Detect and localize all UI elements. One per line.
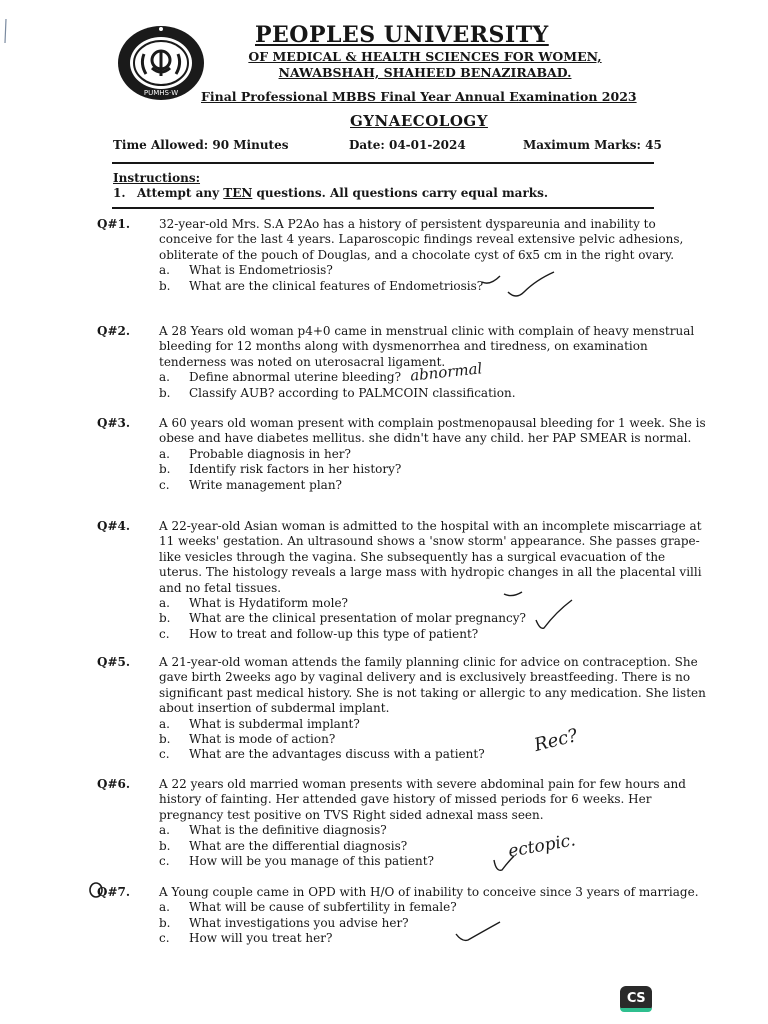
question-stem: A 22-year-old Asian woman is admitted to the hospital with an incomplete miscarriage at 11 weeks' gestation. An ultrasound shows a 'snow storm' appearance. She passes grape-like vesicles through the vagina. She subsequently has a surgical evacuation of the uterus. The histology reveals a large mass with hydropic changes in all the placental villi and no fetal tissues. xyxy=(159,519,702,595)
question-body xyxy=(159,655,711,763)
question-part xyxy=(159,263,711,278)
part-text: Classify AUB? according to PALMCOIN classification. xyxy=(189,385,516,400)
question-parts xyxy=(159,596,711,642)
margin-pencil-mark xyxy=(3,18,9,44)
question-part xyxy=(159,462,711,477)
part-letter: b. xyxy=(159,611,171,626)
instruction-item xyxy=(113,186,548,200)
part-letter: a. xyxy=(159,446,170,461)
part-letter: b. xyxy=(159,838,171,853)
instructions-divider xyxy=(112,207,654,209)
instruction-number: 1. xyxy=(113,186,126,200)
question-stem: 32-year-old Mrs. S.A P2Ao has a history of persistent dyspareunia and inability to conceive for the last 4 years. Laparoscopic findings reveal extensive pelvic adhesions, obliterate of the pouch of Douglas, and a chocolate cyst of 6x5 cm in the right ovary. xyxy=(159,217,684,262)
question-body xyxy=(159,519,711,642)
subtitle-line-2: NAWABSHAH, SHAHEED BENAZIRABAD. xyxy=(278,65,572,80)
question-stem: A Young couple came in OPD with H/O of inability to conceive since 3 years of marriage. xyxy=(159,885,699,899)
part-letter: b. xyxy=(159,732,171,747)
part-letter: a. xyxy=(159,263,170,278)
part-text: How to treat and follow-up this type of patient? xyxy=(189,626,479,641)
question-number: Q#6. xyxy=(97,777,131,791)
question-stem: A 21-year-old woman attends the family planning clinic for advice on contraception. She gave birth 2weeks ago by vaginal delivery and is exclusively breastfeeding. There is no significant past medical history. She is not taking or allergic to any medication. She listen about insertion of subdermal implant. xyxy=(159,655,706,716)
question-part xyxy=(159,386,711,401)
question-part xyxy=(159,478,711,493)
question-body xyxy=(159,885,711,947)
part-text: Write management plan? xyxy=(189,477,342,492)
question-part xyxy=(159,747,711,762)
question-part xyxy=(159,732,711,747)
part-letter: b. xyxy=(159,462,171,477)
exam-date: Date: 04-01-2024 xyxy=(349,138,466,152)
part-letter: c. xyxy=(159,477,170,492)
part-text: Probable diagnosis in her? xyxy=(189,446,351,461)
part-letter: c. xyxy=(159,747,170,762)
question-number: Q#7. xyxy=(97,885,131,899)
tick-mark-icon xyxy=(454,920,502,944)
question-parts xyxy=(159,717,711,763)
question-stem: A 28 Years old woman p4+0 came in menstrual clinic with complain of heavy menstrual bleeding for 12 months along with dysmenorrhea and tiredness, on examination tenderness was noted on uterosacral ligament. xyxy=(159,324,695,369)
part-text: What will be cause of subfertility in female? xyxy=(189,900,457,915)
part-text: What is Endometriosis? xyxy=(189,263,333,278)
part-text: What are the advantages discuss with a patient? xyxy=(189,747,485,762)
part-letter: b. xyxy=(159,915,171,930)
question-number: Q#5. xyxy=(97,655,131,669)
question-body xyxy=(159,777,711,869)
university-name: PEOPLES UNIVERSITY xyxy=(255,22,549,48)
question-part xyxy=(159,447,711,462)
question-part xyxy=(159,611,711,626)
part-letter: b. xyxy=(159,278,171,293)
part-text: Identify risk factors in her history? xyxy=(189,462,402,477)
part-letter: b. xyxy=(159,385,171,400)
question-number: Q#4. xyxy=(97,519,131,533)
q7-circle-mark xyxy=(89,880,103,898)
question-part xyxy=(159,916,711,931)
part-letter: a. xyxy=(159,370,170,385)
part-text: What are the differential diagnosis? xyxy=(189,838,408,853)
handwritten-note-ectopic: ectopic. xyxy=(506,830,578,862)
tick-mark-icon xyxy=(478,270,558,302)
handwritten-note-abnormal: abnormal xyxy=(409,359,484,385)
question-number: Q#3. xyxy=(97,416,131,430)
subject-title: GYNAECOLOGY xyxy=(350,112,488,130)
part-text: How will you treat her? xyxy=(189,931,333,946)
part-letter: a. xyxy=(159,900,170,915)
instruction-text-pre: Attempt any xyxy=(137,186,224,200)
part-letter: c. xyxy=(159,931,170,946)
maximum-marks: Maximum Marks: 45 xyxy=(523,138,662,152)
part-letter: a. xyxy=(159,823,170,838)
question-part xyxy=(159,627,711,642)
part-text: What investigations you advise her? xyxy=(189,915,409,930)
question-part xyxy=(159,854,711,869)
instructions-heading: Instructions: xyxy=(113,171,201,185)
time-allowed: Time Allowed: 90 Minutes xyxy=(113,138,289,152)
part-letter: c. xyxy=(159,854,170,868)
part-text: What is mode of action? xyxy=(189,732,336,747)
part-letter: a. xyxy=(159,716,170,731)
question-parts xyxy=(159,900,711,946)
question-body xyxy=(159,416,711,493)
question-parts xyxy=(159,823,711,869)
question-stem: A 60 years old woman present with complain postmenopausal bleeding for 1 week. She is obese and have diabetes mellitus. she didn't have any child. her PAP SMEAR is normal. xyxy=(159,416,706,446)
university-subtitle xyxy=(243,49,607,81)
instruction-emphasis: TEN xyxy=(223,186,253,200)
question-part xyxy=(159,839,711,854)
question-part xyxy=(159,596,711,611)
camscanner-badge xyxy=(620,986,652,1012)
university-logo-icon xyxy=(116,24,206,102)
camscanner-badge-text: CS xyxy=(626,991,646,1006)
handwritten-note-rec: Rec? xyxy=(532,724,580,757)
question-part xyxy=(159,717,711,732)
question-number: Q#1. xyxy=(97,217,131,231)
camscanner-badge-stripe xyxy=(620,1008,652,1012)
part-text: What is Hydatiform mole? xyxy=(189,596,348,611)
part-text: What are the clinical presentation of molar pregnancy? xyxy=(189,611,526,626)
question-stem: A 22 years old married woman presents with severe abdominal pain for few hours and history of fainting. Her attended gave history of missed periods for 6 weeks. Her pregnancy test positive on TVS Right sided adnexal mass seen. xyxy=(159,777,686,822)
question-part xyxy=(159,900,711,915)
part-text: What are the clinical features of Endometriosis? xyxy=(189,278,484,293)
part-text: How will be you manage of this patient? xyxy=(189,854,434,868)
logo-text: PUMHS·W xyxy=(143,89,179,97)
tick-mark-icon xyxy=(492,852,516,876)
question-number: Q#2. xyxy=(97,324,131,338)
question-parts xyxy=(159,263,711,294)
question-body xyxy=(159,324,711,401)
part-text: Define abnormal uterine bleeding? xyxy=(189,370,402,385)
part-text: What is the definitive diagnosis? xyxy=(189,823,387,838)
question-body xyxy=(159,217,711,294)
part-text: What is subdermal implant? xyxy=(189,716,360,731)
part-letter: a. xyxy=(159,596,170,611)
question-part xyxy=(159,931,711,946)
part-letter: c. xyxy=(159,626,170,641)
question-parts xyxy=(159,447,711,493)
question-part xyxy=(159,823,711,838)
subtitle-line-1: OF MEDICAL & HEALTH SCIENCES FOR WOMEN, xyxy=(248,49,602,64)
instruction-text-post: questions. All questions carry equal marks. xyxy=(252,186,549,200)
header-divider xyxy=(112,162,654,164)
exam-title: Final Professional MBBS Final Year Annual Examination 2023 xyxy=(201,89,637,104)
question-part xyxy=(159,279,711,294)
tick-mark-icon xyxy=(500,588,576,636)
